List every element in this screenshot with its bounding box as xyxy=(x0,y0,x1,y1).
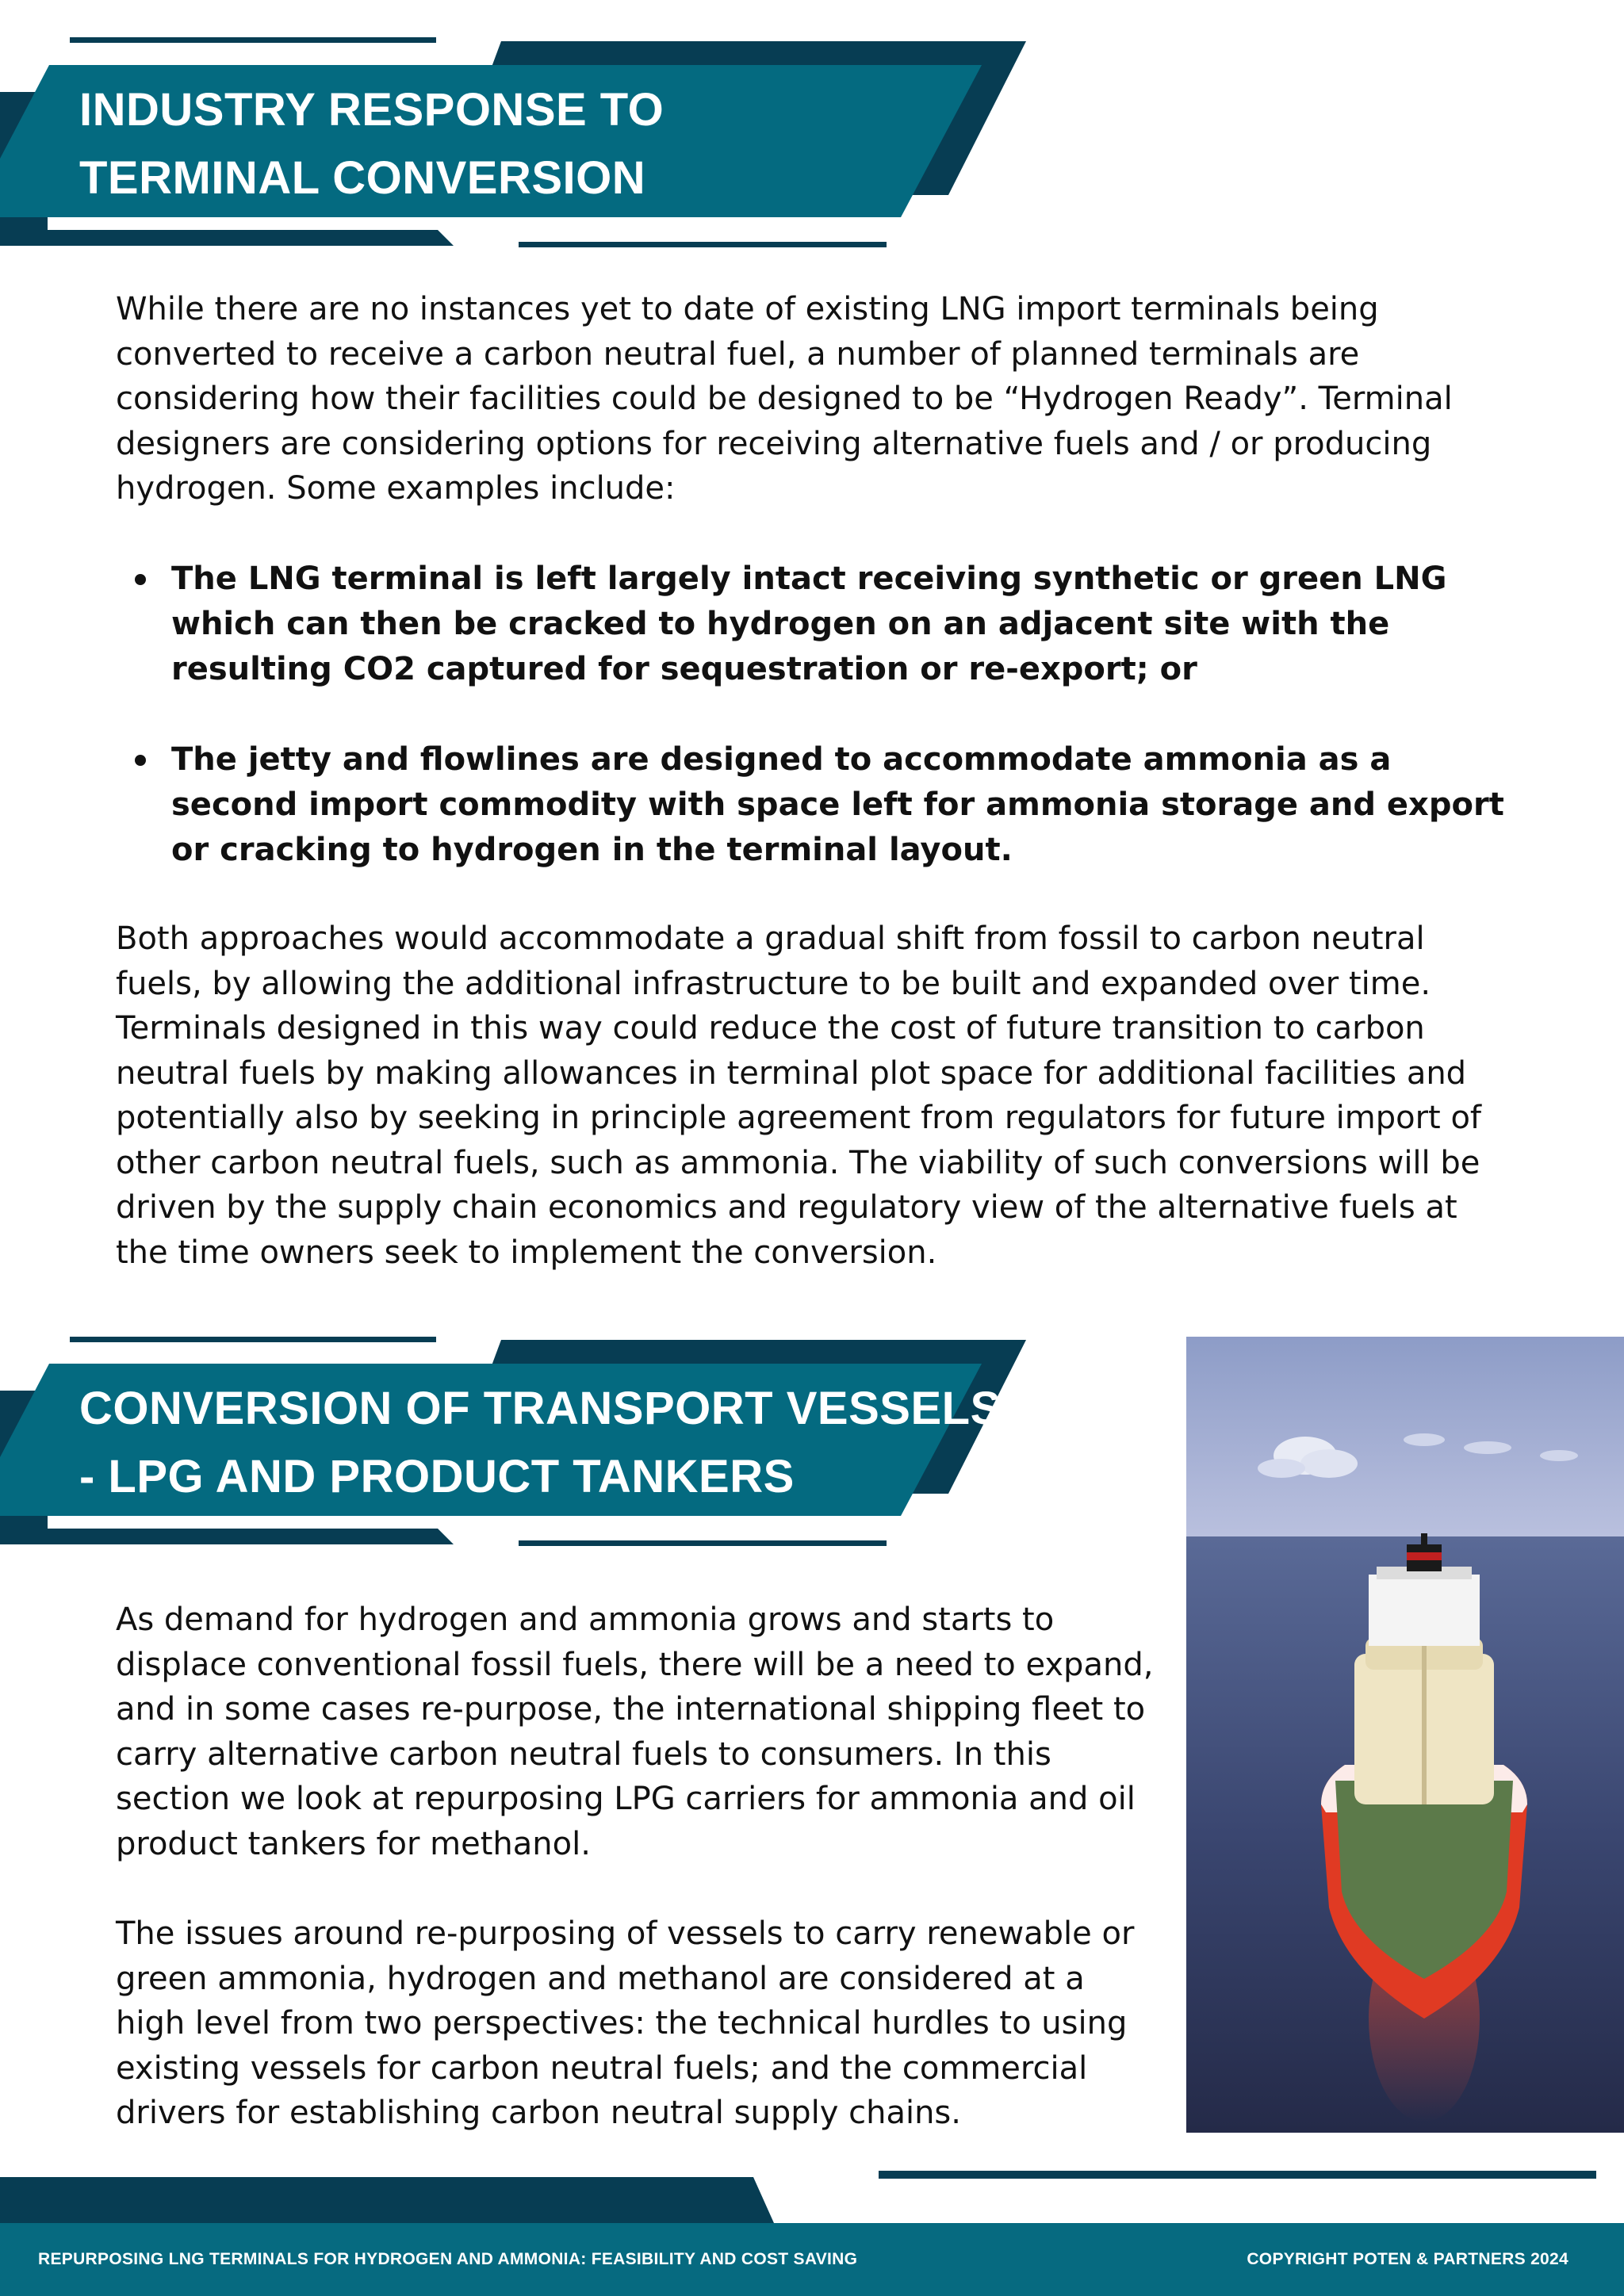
bullet-text: The LNG terminal is left largely intact receiving synthetic or green LNG which can then be cracked to hydrogen on an adjacent site with the resulting CO2 captured for sequestration or re-export; or xyxy=(171,561,1447,687)
section1-heading-line2: TERMINAL CONVERSION xyxy=(79,152,646,204)
section1-bullet-list xyxy=(116,557,1511,918)
ship-illustration xyxy=(1186,1337,1624,2133)
banner-bottom-rule xyxy=(519,242,887,247)
banner-bottom-bar xyxy=(0,1529,454,1544)
section2-paragraph-1: As demand for hydrogen and ammonia grows and starts to displace conventional fossil fuels, there will be a need to expand, and in some cases re-purpose, the international shipping fleet to carry alternative carbon neutral fuels to consumers. In this section we look at repurposing LPG carriers for ammonia and oil product tankers for methanol. xyxy=(116,1601,1154,1862)
footer-top-rule xyxy=(879,2171,1596,2179)
section2-heading xyxy=(79,1375,1002,1511)
banner-top-rule xyxy=(70,1337,436,1342)
bullet-item xyxy=(116,737,1511,873)
section2-heading-line1: CONVERSION OF TRANSPORT VESSELS xyxy=(79,1383,1002,1434)
bullet-item xyxy=(116,557,1511,692)
banner-bottom-bar xyxy=(0,230,454,246)
footer-dark-band xyxy=(0,2177,774,2223)
bullet-dot-icon xyxy=(135,755,146,766)
footer-graphic xyxy=(0,2171,1624,2296)
footer-document-title: REPURPOSING LNG TERMINALS FOR HYDROGEN AND AMMONIA: FEASIBILITY AND COST SAVING xyxy=(38,2250,858,2268)
section1-heading xyxy=(79,76,664,212)
footer-copyright: COPYRIGHT POTEN & PARTNERS 2024 xyxy=(1247,2250,1568,2268)
banner-bottom-rule xyxy=(519,1540,887,1546)
section1-conclusion-paragraph: Both approaches would accommodate a gradual shift from fossil to carbon neutral fuels, by allowing the additional infrastructure to be built and expanded over time. Terminals designed in this way could reduce the cost of future transition to carbon neutral fuels by making allowances in terminal plot space for additional facilities and potentially also by seeking in principle agreement from regulators for future import of other carbon neutral fuels, such as ammonia. The viability of such conversions will be driven by the supply chain economics and regulatory view of the alternative fuels at the time owners seek to implement the conversion. xyxy=(116,920,1481,1271)
section1-heading-line1: INDUSTRY RESPONSE TO xyxy=(79,84,665,136)
banner-top-rule xyxy=(70,37,436,43)
bullet-dot-icon xyxy=(135,574,146,585)
section2-heading-line2: - LPG AND PRODUCT TANKERS xyxy=(79,1451,795,1502)
tanker-ship-photo xyxy=(1186,1337,1624,2133)
section1-intro-paragraph: While there are no instances yet to date of existing LNG import terminals being converted to receive a carbon neutral fuel, a number of planned terminals are considering how their facilities could be designed to be “Hydrogen Ready”. Terminal designers are considering options for receiving alternative fuels and / or producing hydrogen. Some examples include: xyxy=(116,291,1453,507)
bullet-text: The jetty and flowlines are designed to accommodate ammonia as a second import commodity with space left for ammonia storage and export or cracking to hydrogen in the terminal layout. xyxy=(171,741,1504,868)
section2-paragraph-2: The issues around re-purposing of vessels to carry renewable or green ammonia, hydrogen and methanol are considered at a high level from two perspectives: the technical hurdles to using existing vessels for carbon neutral fuels; and the commercial drivers for establishing carbon neutral supply chains. xyxy=(116,1915,1135,2131)
